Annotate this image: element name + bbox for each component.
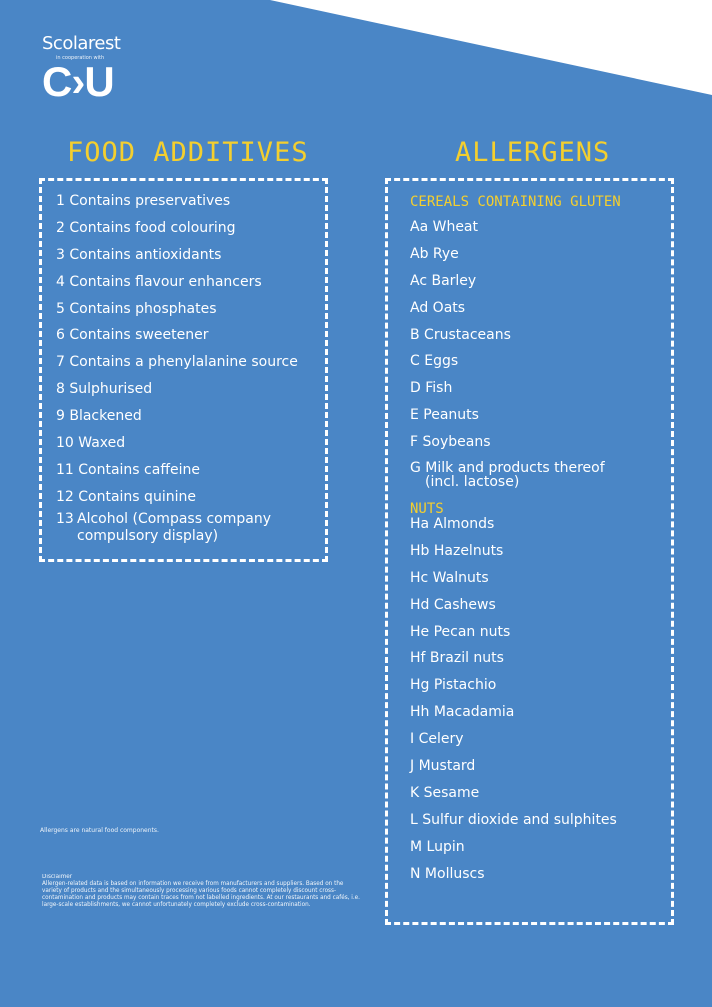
list-item: 13 Alcohol (Compass company compulsory display) [56, 510, 271, 544]
list-item: Hg Pistachio [410, 677, 497, 694]
allergens-note: Allergens are natural food components. [40, 827, 159, 834]
list-item: 7 Contains a phenylalanine source [56, 354, 298, 371]
list-item: 5 Contains phosphates [56, 300, 217, 317]
allergens-title: ALLERGENS [455, 137, 611, 168]
list-item: 2 Contains food colouring [56, 219, 236, 236]
allergens-list [410, 194, 665, 892]
list-item: Hf Brazil nuts [410, 650, 504, 667]
list-item: Hd Cashews [410, 596, 496, 613]
list-item: E Peanuts [410, 407, 479, 424]
list-item: B Crustaceans [410, 326, 511, 343]
list-item: L Sulfur dioxide and sulphites [410, 811, 617, 828]
list-item: K Sesame [410, 784, 480, 801]
list-item: He Pecan nuts [410, 623, 511, 640]
list-item: 12 Contains quinine [56, 488, 196, 505]
list-item: 1 Contains preservatives [56, 193, 231, 209]
list-item: Ad Oats [410, 299, 466, 316]
cereals-heading: CEREALS CONTAINING GLUTEN [410, 194, 621, 210]
list-item: 3 Contains antioxidants [56, 246, 222, 263]
list-item: Ac Barley [410, 272, 477, 289]
list-item: 8 Sulphurised [56, 381, 153, 398]
brand-name: Scolarest [42, 33, 121, 54]
list-item: Hc Walnuts [410, 569, 489, 586]
disclaimer-text: Allergen-related data is based on information we receive from manufacturers and suppliers. Based on the variety of products and the simultaneously processing various foods cannot completely discount cross-contamination and products may contain traces from not labelled ingredients. At our restaurants and cafés, i.e. large-scale establishments, we cannot unfortunately completely exclude cross-contamination. [42, 881, 360, 908]
list-item: Aa Wheat [410, 219, 479, 235]
disclaimer [42, 874, 360, 909]
nuts-heading: NUTS [410, 501, 444, 518]
brand-coop-text: in cooperation with [56, 55, 105, 61]
list-item: 10 Waxed [56, 435, 126, 452]
list-item: Ab Rye [410, 245, 459, 262]
list-item: Ha Almonds [410, 516, 495, 533]
scolarest-logo [42, 34, 142, 103]
list-item: C Eggs [410, 353, 459, 370]
list-item: J Mustard [410, 758, 476, 775]
list-item: G Milk and products thereof (incl. lactose) [410, 460, 605, 491]
list-item: 9 Blackened [56, 408, 142, 425]
list-item: 6 Contains sweetener [56, 327, 209, 344]
cu-logo: C›U [42, 58, 114, 105]
list-item: Hh Macadamia [410, 704, 515, 721]
list-item: 11 Contains caffeine [56, 461, 200, 478]
food-additives-list [56, 193, 321, 544]
list-item: I Celery [410, 731, 464, 748]
food-additives-title: FOOD ADDITIVES [67, 137, 309, 168]
list-item: 4 Contains flavour enhancers [56, 273, 262, 290]
list-item: N Molluscs [410, 865, 485, 882]
list-item: Hb Hazelnuts [410, 542, 504, 559]
list-item: M Lupin [410, 838, 465, 855]
list-item: D Fish [410, 380, 453, 397]
list-item: F Soybeans [410, 434, 491, 451]
disclaimer-title: Disclaimer [42, 874, 73, 880]
